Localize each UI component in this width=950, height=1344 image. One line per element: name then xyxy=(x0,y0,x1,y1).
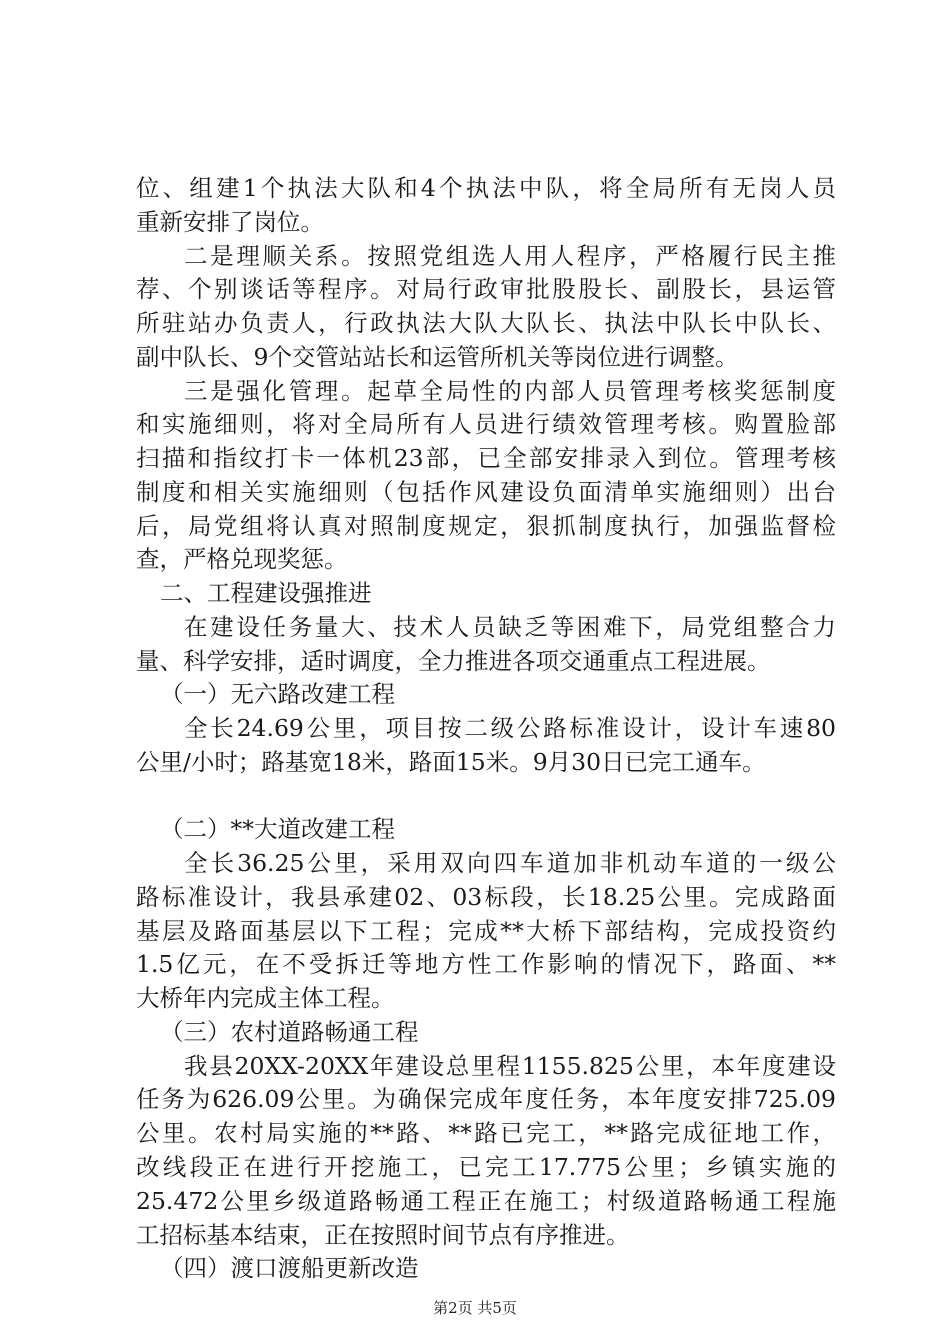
body-text-line: 重新安排了岗位。 xyxy=(136,208,324,236)
subsection-heading: （四）渡口渡船更新改造 xyxy=(160,1254,419,1282)
body-text-line: 量、科学安排，适时调度，全力推进各项交通重点工程进展。 xyxy=(136,647,771,675)
body-text-line: 所驻站办负责人，行政执法大队大队长、执法中队长中队长、 xyxy=(136,309,836,337)
body-text-line: 公里。农村局实施的**路、**路已完工，**路完成征地工作， xyxy=(136,1119,836,1147)
body-text-line: 任务为626.09公里。为确保完成年度任务，本年度安排725.09 xyxy=(136,1085,836,1113)
body-text-line: 副中队长、9个交管站站长和运管所机关等岗位进行调整。 xyxy=(136,343,739,371)
body-text-line: 荐、个别谈话等程序。对局行政审批股股长、副股长，县运管 xyxy=(136,275,836,303)
body-text-line: 路标准设计，我县承建02、03标段，长18.25公里。完成路面 xyxy=(136,883,836,911)
body-text-line: 基层及路面基层以下工程；完成**大桥下部结构，完成投资约 xyxy=(136,917,836,945)
body-text-line: 制度和相关实施细则（包括作风建设负面清单实施细则）出台 xyxy=(136,478,836,506)
paragraph-first-line: 我县20XX-20XX年建设总里程1155.825公里，本年度建设 xyxy=(184,1052,836,1080)
body-text-line: 1.5亿元，在不受拆迁等地方性工作影响的情况下，路面、** xyxy=(136,950,836,978)
paragraph-first-line: 三是强化管理。起草全局性的内部人员管理考核奖惩制度 xyxy=(184,377,836,405)
paragraph-first-line: 全长36.25公里，采用双向四车道加非机动车道的一级公 xyxy=(184,849,836,877)
section-heading: 二、工程建设强推进 xyxy=(160,579,372,607)
body-text-line: 后，局党组将认真对照制度规定，狠抓制度执行，加强监督检 xyxy=(136,512,836,540)
body-text-line: 查，严格兑现奖惩。 xyxy=(136,545,348,573)
body-text-line: 大桥年内完成主体工程。 xyxy=(136,984,395,1012)
subsection-heading: （二）**大道改建工程 xyxy=(160,815,395,843)
body-text-line: 25.472公里乡级道路畅通工程正在施工；村级道路畅通工程施 xyxy=(136,1187,836,1215)
body-text-line: 改线段正在进行开挖施工，已完工17.775公里；乡镇实施的 xyxy=(136,1153,836,1181)
body-text-line: 公里/小时；路基宽18米，路面15米。9月30日已完工通车。 xyxy=(136,748,766,776)
subsection-heading: （一）无六路改建工程 xyxy=(160,680,395,708)
body-text-line: 位、组建1个执法大队和4个执法中队，将全局所有无岗人员 xyxy=(136,174,836,202)
body-text-line: 扫描和指纹打卡一体机23部，已全部安排录入到位。管理考核 xyxy=(136,444,836,472)
paragraph-first-line: 在建设任务量大、技术人员缺乏等困难下，局党组整合力 xyxy=(184,613,836,641)
paragraph-first-line: 全长24.69公里，项目按二级公路标准设计，设计车速80 xyxy=(184,714,836,742)
paragraph-first-line: 二是理顺关系。按照党组选人用人程序，严格履行民主推 xyxy=(184,242,836,270)
page-footer: 第2页 共5页 xyxy=(433,1299,517,1317)
body-text-line: 和实施细则，将对全局所有人员进行绩效管理考核。购置脸部 xyxy=(136,410,836,438)
subsection-heading: （三）农村道路畅通工程 xyxy=(160,1018,419,1046)
body-text-line: 工招标基本结束，正在按照时间节点有序推进。 xyxy=(136,1221,630,1249)
